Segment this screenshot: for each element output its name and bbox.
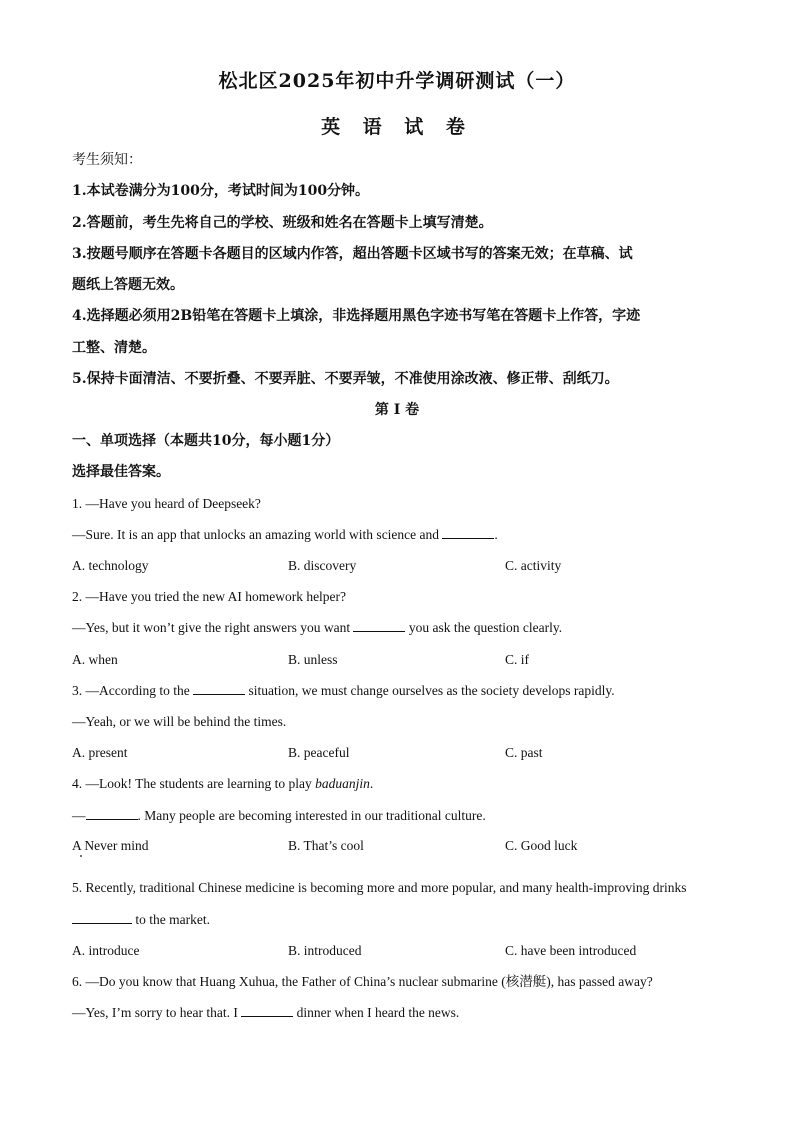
option-a[interactable]: A. present — [72, 745, 128, 760]
option-c[interactable]: C. if — [505, 652, 530, 667]
question-1-reply-end: . — [494, 527, 498, 542]
question-6-reply — [72, 1003, 722, 1023]
notice-heading: 考生须知： — [72, 152, 142, 168]
notice-item-2: 2.答题前，考生先将自己的学校、班级和姓名在答题卡上填写清楚。 — [72, 215, 493, 231]
stray-dot — [80, 855, 82, 857]
answer-blank — [86, 807, 138, 820]
option-c[interactable]: C. Good luck — [505, 838, 578, 853]
exam-title: 松北区2025年初中升学调研测试（一） — [218, 70, 576, 92]
question-5-stem-cont — [72, 910, 722, 930]
question-4-stem-end: . — [369, 776, 374, 791]
question-4-dash: — — [72, 808, 86, 823]
question-2-reply-end: you ask the question clearly. — [405, 620, 563, 635]
question-4-stem-start: 4. —Look! The students are learning to play — [72, 776, 316, 791]
part-instruction: 选择最佳答案。 — [72, 464, 170, 480]
question-5-stem-end: to the market. — [132, 912, 210, 927]
answer-blank — [241, 1004, 293, 1017]
option-c[interactable]: C. past — [505, 745, 543, 760]
question-4-italic-term: baduanjin — [315, 776, 370, 791]
question-2-reply-text: —Yes, but it won’t give the right answers you want — [72, 620, 354, 635]
option-b[interactable]: B. That’s cool — [288, 838, 364, 853]
question-1-stem: 1. —Have you heard of Deepseek? — [72, 496, 261, 511]
question-1-reply-text: —Sure. It is an app that unlocks an amazing world with science and — [72, 527, 443, 542]
option-c[interactable]: C. have been introduced — [505, 943, 637, 958]
question-6-stem: 6. —Do you know that Huang Xuhua, the Father of China’s nuclear submarine (核潜艇), has passed away? — [72, 974, 653, 989]
option-a[interactable]: A. technology — [72, 558, 149, 573]
option-b[interactable]: B. introduced — [288, 943, 362, 958]
question-3-stem-end: situation, we must change ourselves as the society develops rapidly. — [245, 683, 615, 698]
question-4-reply — [72, 806, 722, 826]
question-3-stem — [72, 681, 722, 701]
question-1-reply — [72, 525, 722, 545]
answer-blank — [72, 911, 132, 924]
question-3-stem-start: 3. —According to the — [72, 683, 194, 698]
notice-item-3: 3.按题号顺序在答题卡各题目的区域内作答，超出答题卡区域书写的答案无效；在草稿、试 — [72, 246, 633, 262]
question-6-reply-end: dinner when I heard the news. — [293, 1005, 460, 1020]
exam-subtitle: 英 语 试 卷 — [321, 116, 473, 138]
question-4-reply-end: . Many people are becoming interested in our traditional culture. — [137, 808, 486, 823]
option-b[interactable]: B. peaceful — [288, 745, 350, 760]
question-6-reply-text: —Yes, I’m sorry to hear that. I — [72, 1005, 242, 1020]
option-b[interactable]: B. discovery — [288, 558, 357, 573]
answer-blank — [442, 526, 494, 539]
notice-item-3-cont: 题纸上答题无效。 — [72, 277, 184, 293]
question-2-reply — [72, 618, 722, 638]
answer-blank — [353, 619, 405, 632]
option-a[interactable]: A Never mind — [72, 838, 149, 853]
notice-item-4: 4.选择题必须用2B铅笔在答题卡上填涂，非选择题用黑色字迹书写笔在答题卡上作答，字迹 — [72, 308, 641, 324]
notice-item-5: 5.保持卡面清洁、不要折叠、不要弄脏、不要弄皱，不准使用涂改液、修正带、刮纸刀。 — [72, 371, 619, 387]
question-3-reply: —Yeah, or we will be behind the times. — [72, 714, 287, 729]
part-title: 一、单项选择（本题共10分，每小题1分） — [72, 433, 340, 449]
question-2-stem: 2. —Have you tried the new AI homework helper? — [72, 589, 347, 604]
volume-heading: 第 I 卷 — [374, 402, 420, 418]
notice-item-1: 1.本试卷满分为100分，考试时间为100分钟。 — [72, 183, 370, 199]
option-a[interactable]: A. when — [72, 652, 118, 667]
question-4-stem — [72, 774, 722, 794]
option-a[interactable]: A. introduce — [72, 943, 140, 958]
question-5-stem: 5. Recently, traditional Chinese medicine is becoming more and more popular, and many health-improving drinks — [72, 880, 687, 895]
answer-blank — [193, 682, 245, 695]
notice-item-4-cont: 工整、清楚。 — [72, 340, 156, 356]
option-b[interactable]: B. unless — [288, 652, 338, 667]
option-c[interactable]: C. activity — [505, 558, 562, 573]
